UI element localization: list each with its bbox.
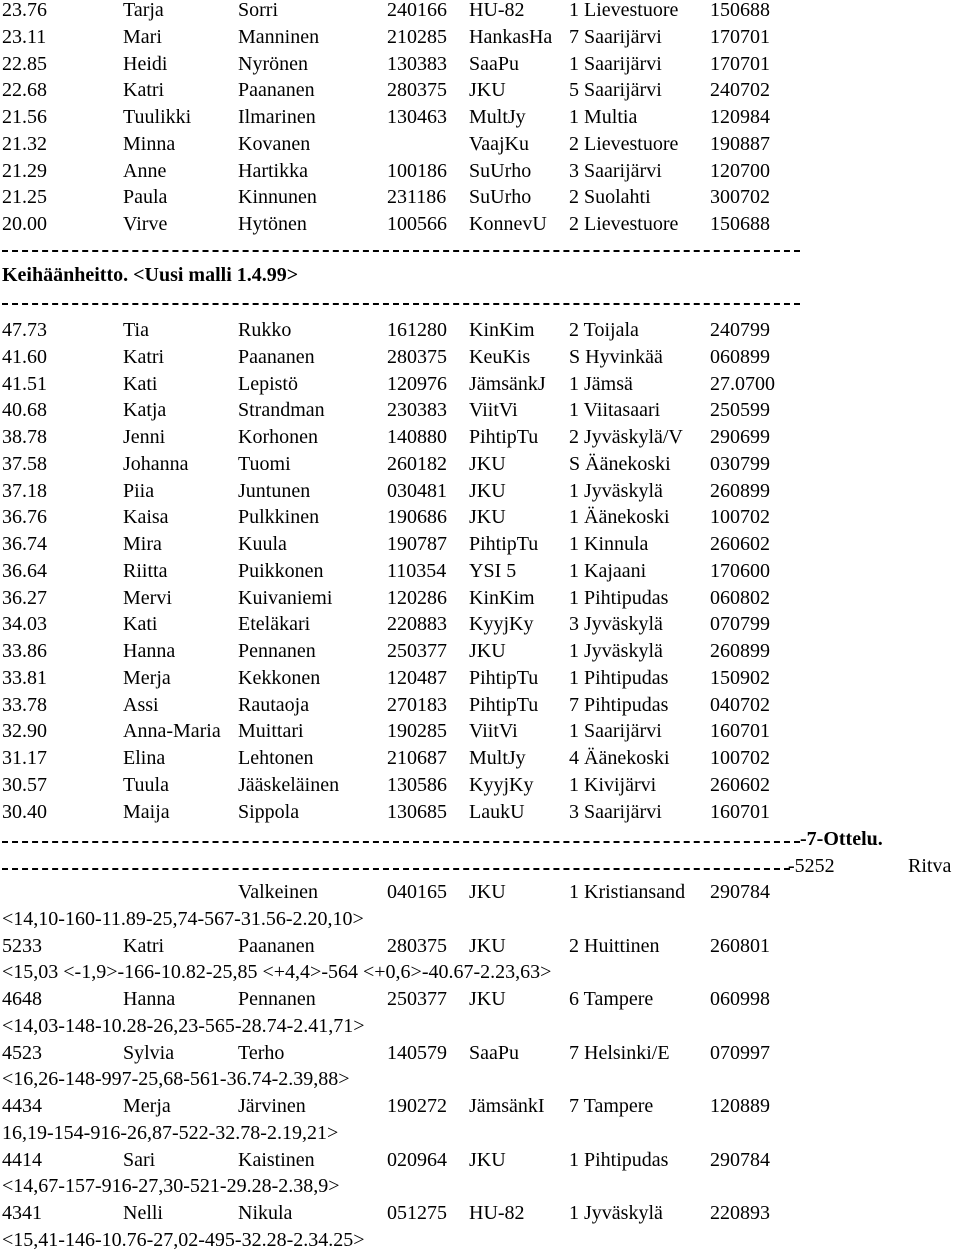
place-cell: 1 Pihtipudas xyxy=(569,1148,669,1171)
surname-cell: Jääskeläinen xyxy=(238,773,340,796)
firstname-cell: Katri xyxy=(123,79,165,102)
result-cell: 40.68 xyxy=(2,399,47,422)
event-detail: 16,19-154-916-26,87-522-32.78-2.19,21> xyxy=(2,1121,339,1144)
club-cell: SuUrho xyxy=(469,186,532,209)
birthdate-cell: 120487 xyxy=(387,666,447,689)
birthdate-cell: 130586 xyxy=(387,773,447,796)
result-cell: 4414 xyxy=(2,1148,42,1171)
firstname-cell: Kati xyxy=(123,613,158,636)
surname-cell: Terho xyxy=(238,1041,285,1064)
place-cell: 1 Pihtipudas xyxy=(569,666,669,689)
place-cell: 1 Kivijärvi xyxy=(569,773,657,796)
surname-cell: Kuula xyxy=(238,533,287,555)
birthdate-cell: 140880 xyxy=(387,426,447,448)
date-cell: 170701 xyxy=(710,52,770,75)
birthdate-cell: 100186 xyxy=(387,159,447,182)
club-cell: LaukU xyxy=(469,800,525,823)
firstname-cell: Merja xyxy=(123,666,171,689)
club-cell: ViitVi xyxy=(469,720,518,743)
surname-cell: Rukko xyxy=(238,319,292,341)
separator-bottom xyxy=(2,303,800,305)
birthdate-cell: 051275 xyxy=(387,1202,447,1224)
date-cell: 060802 xyxy=(710,586,770,609)
surname-cell: Sorri xyxy=(238,0,278,21)
date-cell: 120889 xyxy=(710,1095,770,1117)
birthdate-cell: 130383 xyxy=(387,52,447,75)
firstname-cell: Maija xyxy=(123,800,170,823)
result-cell: 23.11 xyxy=(2,25,47,48)
place-cell: 1 Kristiansand xyxy=(569,881,686,903)
date-cell: 160701 xyxy=(710,720,770,743)
club-cell: JKU xyxy=(469,506,506,529)
event-detail: <15,41-146-10.76-27,02-495-32.28-2.34.25> xyxy=(2,1228,365,1251)
event-detail: <16,26-148-997-25,68-561-36.74-2.39,88> xyxy=(2,1068,350,1091)
firstname-cell: Tuulikki xyxy=(123,106,192,128)
firstname-cell: Merja xyxy=(123,1095,171,1117)
result-cell: 23.76 xyxy=(2,0,47,21)
birthdate-cell: 120976 xyxy=(387,372,447,395)
firstname-cell: Virve xyxy=(123,213,168,235)
date-cell: 150688 xyxy=(710,213,770,235)
event-detail: <14,10-160-11.89-25,74-567-31.56-2.20,10> xyxy=(2,907,364,930)
birthdate-cell: 280375 xyxy=(387,345,447,368)
birthdate-cell: 220883 xyxy=(387,613,447,636)
club-cell: JKU xyxy=(469,881,506,903)
surname-cell: Juntunen xyxy=(238,479,311,502)
birthdate-cell: 190285 xyxy=(387,720,447,743)
club-cell: JKU xyxy=(469,988,506,1010)
club-cell: SaaPu xyxy=(469,1041,519,1064)
date-cell: 060998 xyxy=(710,988,770,1010)
result-cell: 4648 xyxy=(2,988,42,1010)
place-cell: 6 Tampere xyxy=(569,988,654,1010)
place-cell: S Äänekoski xyxy=(569,452,671,475)
date-cell: 030799 xyxy=(710,452,770,475)
result-cell: 21.32 xyxy=(2,132,47,155)
surname-cell: Eteläkari xyxy=(238,613,311,636)
place-cell: 5 Saarijärvi xyxy=(569,79,662,102)
birthdate-cell: 190272 xyxy=(387,1095,447,1117)
result-cell: 37.18 xyxy=(2,479,47,502)
birthdate-cell: 250377 xyxy=(387,640,447,662)
birthdate-cell: 280375 xyxy=(387,79,447,102)
result-cell: 36.27 xyxy=(2,586,47,609)
firstname-cell: Katri xyxy=(123,345,165,368)
surname-cell: Korhonen xyxy=(238,426,318,448)
club-cell: JKU xyxy=(469,934,506,957)
place-cell: 1 Jämsä xyxy=(569,372,633,395)
surname-cell: Pennanen xyxy=(238,640,316,662)
surname-cell: Kinnunen xyxy=(238,186,317,209)
firstname-cell: Sari xyxy=(123,1148,156,1171)
club-cell: KonnevU xyxy=(469,213,547,235)
result-cell: 4523 xyxy=(2,1041,42,1064)
result-cell: 41.51 xyxy=(2,372,47,395)
firstname-cell: Katja xyxy=(123,399,167,422)
club-cell: KinKim xyxy=(469,319,535,341)
surname-cell: Muittari xyxy=(238,720,304,743)
firstname-cell: Tuula xyxy=(123,773,169,796)
surname-cell: Puikkonen xyxy=(238,559,324,582)
place-cell: 2 Huittinen xyxy=(569,934,660,957)
club-cell: JKU xyxy=(469,79,506,102)
date-cell: 040702 xyxy=(710,693,770,716)
place-cell: 2 Jyväskylä/V xyxy=(569,426,683,448)
place-cell: 2 Lievestuore xyxy=(569,132,679,155)
firstname-cell: Hanna xyxy=(123,640,176,662)
surname-cell: Kuivaniemi xyxy=(238,586,333,609)
firstname-cell: Nelli xyxy=(123,1202,163,1224)
firstname-cell: Tia xyxy=(123,319,149,341)
date-cell: 260801 xyxy=(710,934,770,957)
birthdate-cell: 260182 xyxy=(387,452,447,475)
surname-cell: Hartikka xyxy=(238,159,308,182)
club-cell: YSI 5 xyxy=(469,559,517,582)
club-cell: SuUrho xyxy=(469,159,532,182)
surname-cell: Sippola xyxy=(238,800,300,823)
place-cell: 3 Saarijärvi xyxy=(569,159,662,182)
date-cell: 170600 xyxy=(710,559,770,582)
surname-cell: Pennanen xyxy=(238,988,316,1010)
birthdate-cell: 210285 xyxy=(387,25,447,48)
firstname-cell: Paula xyxy=(123,186,168,209)
surname-cell: Manninen xyxy=(238,25,320,48)
date-cell: 100702 xyxy=(710,506,770,529)
surname-cell: Paananen xyxy=(238,79,315,102)
firstname-cell: Riitta xyxy=(123,559,168,582)
club-cell: SaaPu xyxy=(469,52,519,75)
firstname-cell: Mira xyxy=(123,533,162,555)
date-cell: 27.0700 xyxy=(710,372,775,395)
place-cell: 1 Saarijärvi xyxy=(569,720,662,743)
birthdate-cell: 020964 xyxy=(387,1148,447,1171)
date-cell: 150902 xyxy=(710,666,770,689)
result-cell: 36.76 xyxy=(2,506,47,529)
surname-cell: Pulkkinen xyxy=(238,506,320,529)
birthdate-cell: 230383 xyxy=(387,399,447,422)
place-cell: 1 Multia xyxy=(569,106,638,128)
birthdate-cell: 231186 xyxy=(387,186,447,209)
place-cell: 7 Helsinki/E xyxy=(569,1041,670,1064)
birthdate-cell: 030481 xyxy=(387,479,447,502)
result-cell: 33.78 xyxy=(2,693,47,716)
date-cell: 120700 xyxy=(710,159,770,182)
event-detail: <14,03-148-10.28-26,23-565-28.74-2.41,71> xyxy=(2,1014,365,1037)
place-cell: 1 Saarijärvi xyxy=(569,52,662,75)
surname-cell: Ilmarinen xyxy=(238,106,316,128)
surname-cell: Valkeinen xyxy=(238,881,318,903)
surname-cell: Kekkonen xyxy=(238,666,321,689)
club-cell: JKU xyxy=(469,640,506,662)
place-cell: 1 Jyväskylä xyxy=(569,479,663,502)
result-cell: 21.25 xyxy=(2,186,47,209)
surname-cell: Kaistinen xyxy=(238,1148,315,1171)
club-cell: JKU xyxy=(469,479,506,502)
result-cell: 34.03 xyxy=(2,613,47,636)
club-cell: HU-82 xyxy=(469,1202,525,1224)
ottelu-label: -7-Ottelu. xyxy=(800,828,883,850)
club-cell: MultJy xyxy=(469,747,526,769)
date-cell: 120984 xyxy=(710,106,770,128)
surname-cell: Rautaoja xyxy=(238,693,310,716)
birthdate-cell: 270183 xyxy=(387,693,447,716)
date-cell: 300702 xyxy=(710,186,770,209)
firstname-cell: Katri xyxy=(123,934,165,957)
place-cell: 1 Kinnula xyxy=(569,533,649,555)
place-cell: 1 Jyväskylä xyxy=(569,640,663,662)
surname-cell: Järvinen xyxy=(238,1095,306,1117)
club-cell: PihtipTu xyxy=(469,666,539,689)
firstname-cell: Mari xyxy=(123,25,162,48)
club-cell: PihtipTu xyxy=(469,533,539,555)
date-cell: 070799 xyxy=(710,613,770,636)
place-cell: S Hyvinkää xyxy=(569,345,663,368)
surname-cell: Tuomi xyxy=(238,452,291,475)
birthdate-cell: 280375 xyxy=(387,934,447,957)
result-cell: 37.58 xyxy=(2,452,47,475)
result-cell: 47.73 xyxy=(2,319,47,341)
event-detail: <15,03 <-1,9>-166-10.82-25,85 <+4,4>-564 <+0,6>-40.67-2.23,63> xyxy=(2,961,552,984)
club-cell: HankasHa xyxy=(469,25,553,48)
place-cell: 3 Jyväskylä xyxy=(569,613,663,636)
result-cell: 22.68 xyxy=(2,79,47,102)
birthdate-cell: 120286 xyxy=(387,586,447,609)
separator-top xyxy=(2,250,800,252)
date-cell: 260602 xyxy=(710,773,770,796)
section-heading: Keihäänheitto. <Uusi malli 1.4.99> xyxy=(2,264,299,286)
date-cell: 100702 xyxy=(710,747,770,769)
date-cell: 060899 xyxy=(710,345,770,368)
date-cell: 190887 xyxy=(710,132,770,155)
place-cell: 7 Saarijärvi xyxy=(569,25,662,48)
date-cell: 240799 xyxy=(710,319,770,341)
place-cell: 1 Jyväskylä xyxy=(569,1202,663,1224)
result-cell: 33.86 xyxy=(2,640,47,662)
club-cell: PihtipTu xyxy=(469,693,539,716)
club-cell: JKU xyxy=(469,1148,506,1171)
result-cell: 41.60 xyxy=(2,345,47,368)
result-cell: 21.29 xyxy=(2,159,47,182)
date-cell: 220893 xyxy=(710,1202,770,1224)
result-cell: 30.57 xyxy=(2,773,47,796)
club-cell: ViitVi xyxy=(469,399,518,422)
club-cell: HU-82 xyxy=(469,0,525,21)
date-cell: 170701 xyxy=(710,25,770,48)
firstname-cell: Kaisa xyxy=(123,506,169,529)
surname-cell: Lepistö xyxy=(238,372,298,395)
result-cell: 4341 xyxy=(2,1202,42,1224)
result-cell: 33.81 xyxy=(2,666,47,689)
place-cell: 4 Äänekoski xyxy=(569,747,670,769)
place-cell: 3 Saarijärvi xyxy=(569,800,662,823)
date-cell: 290699 xyxy=(710,426,770,448)
date-cell: 240702 xyxy=(710,79,770,102)
firstname-cell: Mervi xyxy=(123,586,172,609)
birthdate-cell: 040165 xyxy=(387,881,447,903)
result-cell: 5233 xyxy=(2,934,42,957)
club-cell: VaajKu xyxy=(469,132,529,155)
place-cell: 1 Viitasaari xyxy=(569,399,661,422)
place-cell: 1 Äänekoski xyxy=(569,506,670,529)
club-cell: PihtipTu xyxy=(469,426,539,448)
separator-ottelu xyxy=(2,841,800,843)
firstname-cell: Assi xyxy=(123,693,159,716)
firstname-cell: Minna xyxy=(123,132,176,155)
club-cell: KyyjKy xyxy=(469,773,534,796)
result-cell: 36.64 xyxy=(2,559,47,582)
surname-cell: Paananen xyxy=(238,934,315,957)
result-cell: 38.78 xyxy=(2,426,47,448)
surname-cell: Nikula xyxy=(238,1202,293,1224)
birthdate-cell: 130685 xyxy=(387,800,447,823)
birthdate-cell: 190686 xyxy=(387,506,447,529)
birthdate-cell: 110354 xyxy=(387,559,447,582)
place-cell: 7 Tampere xyxy=(569,1095,654,1117)
result-cell: 30.40 xyxy=(2,800,47,823)
result-cell: 20.00 xyxy=(2,213,47,235)
place-cell: 1 Lievestuore xyxy=(569,0,679,21)
event-detail: <14,67-157-916-27,30-521-29.28-2.38,9> xyxy=(2,1175,340,1198)
date-cell: 070997 xyxy=(710,1041,770,1064)
birthdate-cell: 250377 xyxy=(387,988,447,1010)
date-cell: 150688 xyxy=(710,0,770,21)
birthdate-cell: 240166 xyxy=(387,0,447,21)
firstname-cell: Tarja xyxy=(123,0,164,21)
date-cell: 250599 xyxy=(710,399,770,422)
date-cell: 290784 xyxy=(710,1148,770,1171)
club-cell: JämsänkI xyxy=(469,1095,545,1117)
club-cell: JKU xyxy=(469,452,506,475)
date-cell: 260602 xyxy=(710,533,770,555)
club-cell: JämsänkJ xyxy=(469,372,546,395)
birthdate-cell: 130463 xyxy=(387,106,447,128)
date-cell: 160701 xyxy=(710,800,770,823)
first-firstname: Ritva xyxy=(908,855,952,877)
club-cell: MultJy xyxy=(469,106,526,128)
result-cell: 36.74 xyxy=(2,533,47,555)
place-cell: 2 Toijala xyxy=(569,319,639,341)
firstname-cell: Hanna xyxy=(123,988,176,1010)
birthdate-cell: 161280 xyxy=(387,319,447,341)
result-cell: 22.85 xyxy=(2,52,47,75)
place-cell: 1 Pihtipudas xyxy=(569,586,669,609)
firstname-cell: Sylvia xyxy=(123,1041,175,1064)
club-cell: KinKim xyxy=(469,586,535,609)
place-cell: 7 Pihtipudas xyxy=(569,693,669,716)
birthdate-cell: 140579 xyxy=(387,1041,447,1064)
date-cell: 260899 xyxy=(710,640,770,662)
surname-cell: Strandman xyxy=(238,399,325,422)
place-cell: 1 Kajaani xyxy=(569,559,647,582)
date-cell: 260899 xyxy=(710,479,770,502)
birthdate-cell: 210687 xyxy=(387,747,447,769)
birthdate-cell: 100566 xyxy=(387,213,447,235)
surname-cell: Paananen xyxy=(238,345,315,368)
date-cell: 290784 xyxy=(710,881,770,903)
place-cell: 2 Suolahti xyxy=(569,186,651,209)
result-cell: 4434 xyxy=(2,1095,42,1117)
surname-cell: Hytönen xyxy=(238,213,307,235)
firstname-cell: Kati xyxy=(123,372,158,395)
firstname-cell: Anna-Maria xyxy=(123,720,221,743)
birthdate-cell: 190787 xyxy=(387,533,447,555)
firstname-cell: Piia xyxy=(123,479,155,502)
firstname-cell: Johanna xyxy=(123,452,189,475)
firstname-cell: Jenni xyxy=(123,426,166,448)
firstname-cell: Heidi xyxy=(123,52,168,75)
surname-cell: Kovanen xyxy=(238,132,311,155)
firstname-cell: Anne xyxy=(123,159,167,182)
place-cell: 2 Lievestuore xyxy=(569,213,679,235)
result-cell: 21.56 xyxy=(2,106,47,128)
surname-cell: Nyrönen xyxy=(238,52,308,75)
surname-cell: Lehtonen xyxy=(238,747,314,769)
separator-points xyxy=(2,868,790,870)
club-cell: KyyjKy xyxy=(469,613,534,636)
club-cell: KeuKis xyxy=(469,345,531,368)
result-cell: 32.90 xyxy=(2,720,47,743)
result-cell: 31.17 xyxy=(2,747,47,769)
firstname-cell: Elina xyxy=(123,747,166,769)
first-points: -5252 xyxy=(788,855,835,877)
